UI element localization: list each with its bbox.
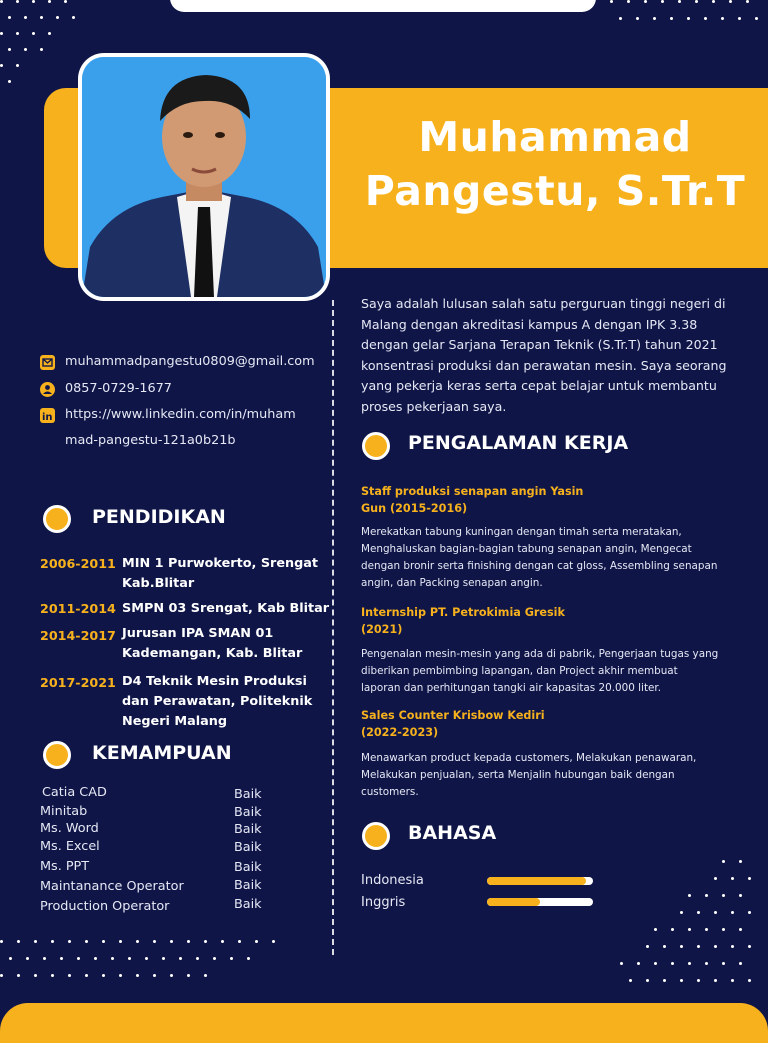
job-title-line: (2021): [361, 623, 403, 636]
decor-dot: [697, 911, 700, 914]
decor-dot: [714, 877, 717, 880]
decor-dot: [714, 911, 717, 914]
decor-dot: [187, 974, 190, 977]
decor-dot: [0, 940, 3, 943]
education-line: Negeri Malang: [122, 714, 228, 729]
linkedin-text-line-2[interactable]: mad-pangestu-121a0b21b: [65, 433, 236, 448]
education-entry: [122, 599, 329, 619]
top-decor-bar: [170, 0, 596, 12]
decor-dot: [48, 0, 51, 3]
decor-dot: [26, 957, 29, 960]
job-description: [361, 524, 717, 592]
job-desc-line: Menawarkan product kepada customers, Melakukan penawaran,: [361, 752, 697, 764]
decor-dot: [731, 945, 734, 948]
decor-dot: [695, 0, 698, 3]
decor-dot: [221, 940, 224, 943]
education-year: 2014-2017: [40, 628, 116, 643]
job-description: [361, 646, 718, 697]
skill-level: Baik: [234, 860, 262, 875]
skill-level: Baik: [234, 805, 262, 820]
decor-dot: [24, 16, 27, 19]
decor-dot: [729, 0, 732, 3]
decor-dot: [697, 979, 700, 982]
decor-dot: [637, 962, 640, 965]
decor-dot: [670, 17, 673, 20]
decor-dot: [85, 974, 88, 977]
job-title-line: Sales Counter Krisbow Kediri: [361, 709, 545, 722]
decor-dot: [8, 48, 11, 51]
education-entry: [122, 672, 312, 732]
decor-dot: [680, 911, 683, 914]
decor-dot: [32, 0, 35, 3]
decor-dot: [34, 940, 37, 943]
full-name: [350, 110, 760, 218]
decor-dot: [153, 940, 156, 943]
decor-dot: [60, 957, 63, 960]
decor-dot: [0, 0, 3, 3]
skill-level: Baik: [234, 897, 262, 912]
decor-dot: [16, 32, 19, 35]
decor-dot: [204, 974, 207, 977]
decor-dot: [17, 940, 20, 943]
skill-name: Catia CAD: [42, 785, 107, 800]
decor-dot: [739, 860, 742, 863]
decor-dot: [230, 957, 233, 960]
decor-dot: [722, 860, 725, 863]
decor-dot: [51, 974, 54, 977]
job-desc-line: angin, dan Packing senapan angin.: [361, 577, 543, 589]
skill-name: Production Operator: [40, 899, 170, 914]
education-year: 2017-2021: [40, 675, 116, 690]
decor-dot: [746, 0, 749, 3]
phone-icon: [40, 382, 55, 397]
decor-dot: [738, 17, 741, 20]
skill-level: Baik: [234, 822, 262, 837]
decor-dot: [731, 877, 734, 880]
bottom-decor-bar: [0, 1003, 768, 1043]
job-description: [361, 750, 696, 801]
job-desc-line: Merekatkan tabung kuningan dengan timah serta meratakan,: [361, 526, 682, 538]
job-desc-line: diberikan pembimbing lapangan, dan Project akhir membuat: [361, 665, 678, 677]
job-desc-line: laporan dan perhitungan tangki air kapasitas 20.000 liter.: [361, 682, 662, 694]
skill-name: Ms. Word: [40, 821, 99, 836]
skill-name: Ms. Excel: [40, 839, 100, 854]
decor-dot: [238, 940, 241, 943]
education-year: 2006-2011: [40, 556, 116, 571]
decor-dot: [9, 957, 12, 960]
job-title-line: (2022-2023): [361, 726, 439, 739]
skill-level: Baik: [234, 787, 262, 802]
decor-dot: [610, 0, 613, 3]
decor-dot: [680, 945, 683, 948]
language-section-icon: [362, 822, 390, 850]
education-line: dan Perawatan, Politeknik: [122, 694, 313, 709]
job-title: [361, 604, 565, 638]
skills-title: KEMAMPUAN: [92, 742, 232, 764]
decor-dot: [663, 945, 666, 948]
language-name: Indonesia: [361, 873, 424, 888]
decor-dot: [32, 32, 35, 35]
decor-dot: [705, 894, 708, 897]
decor-dot: [654, 928, 657, 931]
name-line-1: Muhammad: [418, 113, 692, 161]
decor-dot: [705, 962, 708, 965]
dot-pattern-bottom-right: [620, 860, 768, 1000]
language-name: Inggris: [361, 895, 406, 910]
decor-dot: [671, 962, 674, 965]
decor-dot: [64, 0, 67, 3]
decor-dot: [688, 894, 691, 897]
phone-text[interactable]: 0857-0729-1677: [65, 381, 172, 396]
job-title: [361, 707, 545, 741]
job-desc-line: Menghaluskan bagian-bagian tabung senapan angin, Mengecat: [361, 543, 692, 555]
job-desc-line: Pengenalan mesin-mesin yang ada di pabrik, Pengerjaan tugas yang: [361, 648, 719, 660]
decor-dot: [0, 974, 3, 977]
email-text[interactable]: muhammadpangestu0809@gmail.com: [65, 354, 315, 369]
decor-dot: [661, 0, 664, 3]
decor-dot: [247, 957, 250, 960]
decor-dot: [705, 928, 708, 931]
education-section-icon: [43, 505, 71, 533]
decor-dot: [145, 957, 148, 960]
decor-dot: [136, 974, 139, 977]
decor-dot: [77, 957, 80, 960]
decor-dot: [170, 974, 173, 977]
profile-photo: [82, 57, 326, 297]
decor-dot: [17, 974, 20, 977]
decor-dot: [739, 962, 742, 965]
decor-dot: [8, 80, 11, 83]
experience-section-icon: [362, 432, 390, 460]
decor-dot: [627, 0, 630, 3]
about-paragraph: Saya adalah lulusan salah satu perguruan tinggi negeri di Malang dengan akreditasi kampus A dengan IPK 3.38 dengan gelar Sarjana Terapan Teknik (S.Tr.T) tahun 2021 konsentrasi produksi dan perawatan mesin. Saya seorang yang pekerja keras serta cepat belajar untuk membantu proses pekerjaan saya.: [361, 296, 727, 414]
decor-dot: [68, 940, 71, 943]
dot-pattern-top-right: [610, 0, 768, 40]
skill-level: Baik: [234, 840, 262, 855]
decor-dot: [739, 894, 742, 897]
education-line: Jurusan IPA SMAN 01: [122, 626, 274, 641]
education-line: SMPN 03 Srengat, Kab Blitar: [122, 601, 330, 616]
decor-dot: [755, 17, 758, 20]
decor-dot: [43, 957, 46, 960]
decor-dot: [654, 962, 657, 965]
decor-dot: [721, 17, 724, 20]
decor-dot: [688, 928, 691, 931]
decor-dot: [72, 16, 75, 19]
decor-dot: [162, 957, 165, 960]
column-divider: [332, 300, 334, 955]
decor-dot: [179, 957, 182, 960]
language-level-bar: [487, 877, 593, 885]
decor-dot: [722, 928, 725, 931]
decor-dot: [204, 940, 207, 943]
decor-dot: [722, 962, 725, 965]
skill-name: Minitab: [40, 804, 88, 819]
decor-dot: [680, 979, 683, 982]
decor-dot: [646, 945, 649, 948]
education-year: 2011-2014: [40, 601, 116, 616]
language-title: BAHASA: [408, 822, 497, 844]
language-level-bar: [487, 898, 593, 906]
linkedin-text-line-1[interactable]: https://www.linkedin.com/in/muham: [65, 407, 296, 422]
decor-dot: [170, 940, 173, 943]
decor-dot: [187, 940, 190, 943]
language-level-fill: [487, 877, 586, 885]
education-line: Kademangan, Kab. Blitar: [122, 646, 303, 661]
skill-name: Maintanance Operator: [40, 879, 184, 894]
decor-dot: [85, 940, 88, 943]
decor-dot: [255, 940, 258, 943]
decor-dot: [196, 957, 199, 960]
decor-dot: [688, 962, 691, 965]
decor-dot: [714, 979, 717, 982]
decor-dot: [34, 974, 37, 977]
decor-dot: [722, 894, 725, 897]
decor-dot: [40, 48, 43, 51]
name-line-2: Pangestu, S.Tr.T: [364, 167, 746, 215]
decor-dot: [644, 0, 647, 3]
decor-dot: [16, 64, 19, 67]
decor-dot: [748, 911, 751, 914]
language-level-fill: [487, 898, 540, 906]
job-title-line: Internship PT. Petrokimia Gresik: [361, 606, 565, 619]
decor-dot: [687, 17, 690, 20]
decor-dot: [697, 945, 700, 948]
decor-dot: [48, 32, 51, 35]
decor-dot: [0, 64, 3, 67]
decor-dot: [272, 940, 275, 943]
decor-dot: [636, 17, 639, 20]
decor-dot: [671, 928, 674, 931]
decor-dot: [704, 17, 707, 20]
education-line: MIN 1 Purwokerto, Srengat: [122, 556, 319, 571]
decor-dot: [678, 0, 681, 3]
job-title-line: Staff produksi senapan angin Yasin: [361, 485, 584, 498]
job-desc-line: customers.: [361, 786, 419, 798]
decor-dot: [119, 974, 122, 977]
decor-dot: [56, 16, 59, 19]
decor-dot: [620, 962, 623, 965]
decor-dot: [16, 0, 19, 3]
job-title: [361, 483, 583, 517]
experience-title: PENGALAMAN KERJA: [408, 432, 629, 454]
education-title: PENDIDIKAN: [92, 506, 226, 528]
education-entry: [122, 554, 318, 594]
decor-dot: [629, 979, 632, 982]
decor-dot: [94, 957, 97, 960]
education-line: Kab.Blitar: [122, 576, 195, 591]
decor-dot: [102, 974, 105, 977]
decor-dot: [128, 957, 131, 960]
decor-dot: [153, 974, 156, 977]
decor-dot: [653, 17, 656, 20]
linkedin-icon: [40, 408, 55, 423]
dot-pattern-bottom-left: [0, 940, 320, 1000]
svg-text:in: in: [42, 412, 53, 423]
decor-dot: [714, 945, 717, 948]
decor-dot: [51, 940, 54, 943]
job-desc-line: dengan bronir serta finishing dengan cat gloss, Assembling senapan: [361, 560, 718, 572]
decor-dot: [748, 945, 751, 948]
decor-dot: [24, 48, 27, 51]
decor-dot: [619, 17, 622, 20]
decor-dot: [40, 16, 43, 19]
education-entry: [122, 624, 302, 664]
decor-dot: [748, 979, 751, 982]
job-title-line: Gun (2015-2016): [361, 502, 468, 515]
decor-dot: [213, 957, 216, 960]
decor-dot: [646, 979, 649, 982]
education-line: D4 Teknik Mesin Produksi: [122, 674, 307, 689]
email-icon: [40, 355, 55, 370]
decor-dot: [8, 16, 11, 19]
decor-dot: [731, 911, 734, 914]
decor-dot: [0, 32, 3, 35]
decor-dot: [748, 877, 751, 880]
decor-dot: [136, 940, 139, 943]
decor-dot: [102, 940, 105, 943]
skill-level: Baik: [234, 878, 262, 893]
decor-dot: [712, 0, 715, 3]
skills-section-icon: [43, 741, 71, 769]
decor-dot: [731, 979, 734, 982]
decor-dot: [119, 940, 122, 943]
decor-dot: [663, 979, 666, 982]
skill-name: Ms. PPT: [40, 859, 90, 874]
decor-dot: [111, 957, 114, 960]
decor-dot: [68, 974, 71, 977]
decor-dot: [739, 928, 742, 931]
job-desc-line: Melakukan penjualan, serta Menjalin hubungan baik dengan: [361, 769, 675, 781]
